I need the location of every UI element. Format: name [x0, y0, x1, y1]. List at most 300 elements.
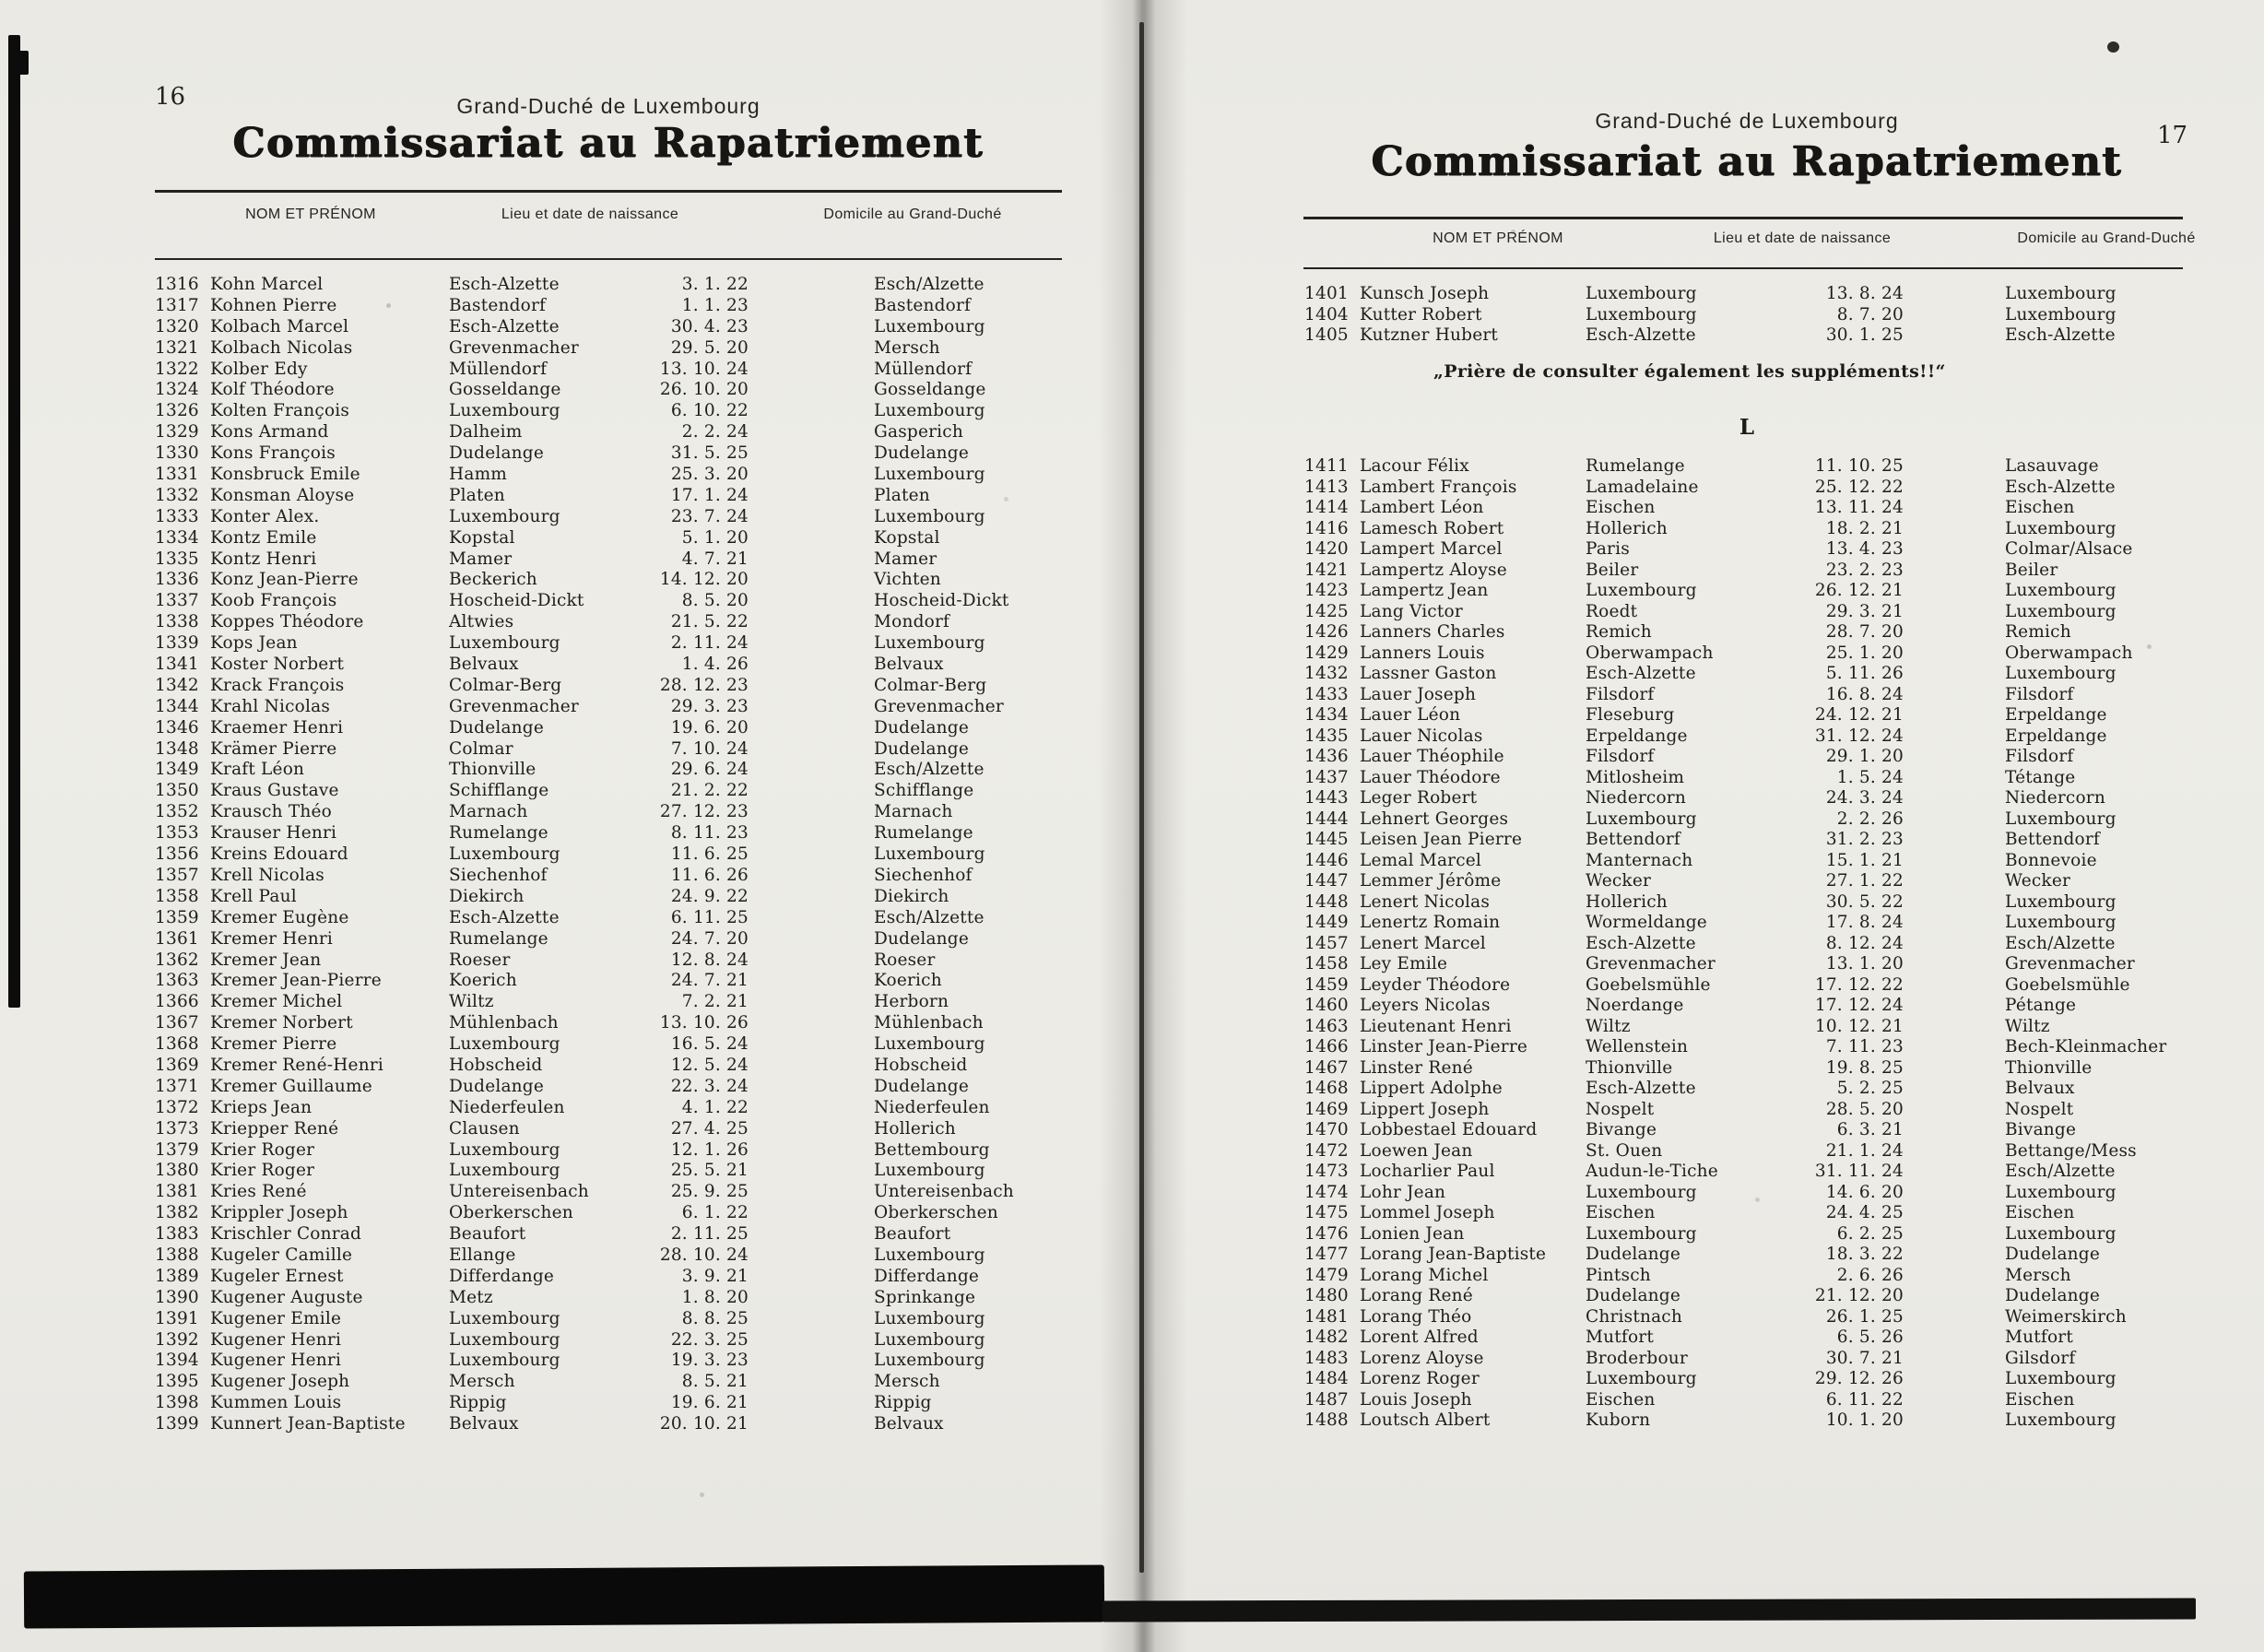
- row-number: 1460: [1304, 996, 1349, 1015]
- birthdate: 27. 1. 22: [1825, 871, 1904, 891]
- domicile: Bastendorf: [874, 295, 972, 315]
- row-number: 1411: [1304, 456, 1349, 476]
- birthplace: Niederfeulen: [449, 1097, 565, 1117]
- person-name: Lemal Marcel: [1360, 850, 1482, 870]
- birthdate: 25. 3. 20: [670, 465, 749, 485]
- domicile: Beaufort: [874, 1224, 951, 1245]
- person-name: Kugener Henri: [210, 1351, 342, 1371]
- row-number: 1405: [1304, 325, 1349, 345]
- table-row: [1300, 1037, 2194, 1058]
- person-name: Kontz Emile: [210, 527, 317, 548]
- person-name: Lieutenant Henri: [1360, 1016, 1512, 1036]
- table-row: [1300, 871, 2194, 892]
- table-row: [147, 422, 1069, 443]
- row-number: 1487: [1304, 1389, 1349, 1410]
- birthdate: 13. 11. 24: [1814, 498, 1904, 517]
- domicile: Platen: [874, 485, 930, 505]
- row-number: 1320: [155, 316, 199, 336]
- domicile: Dudelange: [874, 1076, 969, 1096]
- birthdate: 28. 10. 24: [659, 1245, 749, 1265]
- birthplace: Grevenmacher: [449, 337, 579, 358]
- row-number: 1373: [155, 1118, 199, 1139]
- table-row: [1300, 975, 2194, 997]
- birthdate: 12. 5. 24: [670, 1055, 749, 1075]
- birthdate: 8. 5. 20: [681, 591, 749, 611]
- row-number: 1448: [1304, 891, 1349, 912]
- birthdate: 13. 4. 23: [1825, 539, 1904, 559]
- page-right: [1300, 83, 2194, 1558]
- birthdate: 14. 12. 20: [659, 570, 749, 590]
- birthdate: 13. 10. 26: [659, 1013, 749, 1033]
- birthdate: 1. 1. 23: [681, 295, 749, 315]
- birthdate: 25. 5. 21: [670, 1161, 749, 1181]
- birthdate: 11. 6. 25: [670, 844, 749, 865]
- domicile: Roeser: [874, 950, 936, 970]
- person-name: Kremer Jean: [210, 950, 322, 970]
- person-name: Loewen Jean: [1360, 1140, 1473, 1161]
- book-gutter-line: [1139, 22, 1144, 1573]
- birthplace: Koerich: [449, 971, 517, 991]
- birthdate: 6. 5. 26: [1836, 1328, 1904, 1347]
- domicile: Luxembourg: [874, 506, 985, 526]
- table-body-right-top: [1300, 284, 2194, 347]
- person-name: Louis Joseph: [1360, 1389, 1472, 1410]
- row-number: 1368: [155, 1034, 199, 1055]
- table-row: [1300, 892, 2194, 914]
- country-header-right: Grand-Duché de Luxembourg: [1595, 109, 1899, 133]
- row-number: 1470: [1304, 1120, 1349, 1139]
- birthplace: Niedercorn: [1586, 788, 1686, 808]
- birthplace: Nospelt: [1586, 1099, 1655, 1119]
- person-name: Kraus Gustave: [210, 781, 339, 801]
- birthdate: 27. 12. 23: [659, 802, 749, 822]
- row-number: 1413: [1304, 477, 1349, 497]
- table-row: [147, 1034, 1069, 1056]
- birthplace: Luxembourg: [1586, 284, 1697, 303]
- row-number: 1379: [155, 1139, 199, 1160]
- row-number: 1480: [1304, 1286, 1349, 1305]
- birthdate: 5. 11. 26: [1825, 664, 1904, 683]
- person-name: Kremer Guillaume: [210, 1076, 372, 1096]
- birthplace: Fleseburg: [1586, 705, 1675, 725]
- birthdate: 6. 11. 25: [670, 907, 749, 927]
- row-number: 1359: [155, 907, 199, 927]
- row-number: 1332: [155, 485, 199, 505]
- birthplace: Mamer: [449, 549, 513, 569]
- person-name: Krack François: [210, 675, 345, 695]
- birthplace: Bettendorf: [1586, 830, 1680, 849]
- birthplace: Luxembourg: [449, 401, 560, 421]
- table-row: [147, 971, 1069, 992]
- birthdate: 29. 6. 24: [670, 760, 749, 780]
- domicile: Luxembourg: [2005, 518, 2117, 538]
- table-row: [1300, 1390, 2194, 1411]
- birthplace: Hollerich: [1586, 518, 1668, 538]
- birthdate: 19. 8. 25: [1825, 1057, 1904, 1078]
- table-row: [147, 866, 1069, 887]
- birthdate: 22. 3. 24: [670, 1076, 749, 1096]
- person-name: Leger Robert: [1360, 788, 1478, 808]
- birthplace: Colmar: [449, 738, 513, 759]
- birthdate: 3. 9. 21: [681, 1266, 749, 1286]
- domicile: Lasauvage: [2005, 456, 2099, 476]
- birthdate: 5. 2. 25: [1836, 1079, 1904, 1098]
- domicile: Grevenmacher: [2005, 954, 2135, 974]
- row-number: 1342: [155, 675, 199, 695]
- page-number-left: 16: [155, 83, 186, 111]
- birthplace: Roedt: [1586, 601, 1638, 621]
- birthdate: 17. 12. 22: [1814, 974, 1904, 995]
- domicile: Untereisenbach: [874, 1182, 1014, 1202]
- birthdate: 30. 1. 25: [1825, 325, 1904, 345]
- birthdate: 25. 9. 25: [670, 1182, 749, 1202]
- table-row: [147, 570, 1069, 591]
- table-row: [147, 549, 1069, 571]
- domicile: Müllendorf: [874, 359, 973, 379]
- table-row: [147, 929, 1069, 950]
- birthdate: 27. 4. 25: [670, 1118, 749, 1139]
- birthdate: 4. 1. 22: [681, 1097, 749, 1117]
- page-title-left: Commissariat au Rapatriement: [232, 120, 985, 167]
- row-number: 1331: [155, 465, 199, 485]
- birthplace: Esch-Alzette: [1586, 664, 1696, 683]
- birthplace: Rumelange: [449, 823, 548, 844]
- person-name: Kons Armand: [210, 422, 329, 442]
- supplements-notice: „Prière de consulter également les suppléments!!“: [1433, 361, 1946, 382]
- domicile: Colmar-Berg: [874, 675, 987, 695]
- person-name: Lassner Gaston: [1360, 664, 1497, 683]
- birthplace: Luxembourg: [1586, 1182, 1697, 1202]
- table-row: [1300, 913, 2194, 934]
- table-row: [147, 528, 1069, 549]
- person-name: Konsbruck Emile: [210, 465, 360, 485]
- table-row: [147, 1224, 1069, 1245]
- birthdate: 15. 1. 21: [1825, 850, 1904, 870]
- table-row: [147, 1056, 1069, 1077]
- birthplace: Dudelange: [1586, 1245, 1680, 1264]
- birthplace: Differdange: [449, 1266, 555, 1286]
- table-row: [1300, 498, 2194, 519]
- birthdate: 1. 5. 24: [1836, 767, 1904, 787]
- domicile: Gilsdorf: [2005, 1348, 2076, 1368]
- birthplace: Luxembourg: [449, 844, 560, 865]
- row-number: 1366: [155, 992, 199, 1012]
- person-name: Lambert François: [1360, 477, 1517, 497]
- domicile: Remich: [2005, 622, 2071, 642]
- person-name: Lauer Joseph: [1360, 684, 1477, 704]
- domicile: Luxembourg: [874, 465, 985, 485]
- domicile: Differdange: [874, 1266, 980, 1286]
- row-number: 1444: [1304, 808, 1349, 829]
- birthdate: 13. 8. 24: [1825, 284, 1904, 303]
- birthplace: Platen: [449, 485, 505, 505]
- birthdate: 30. 7. 21: [1825, 1348, 1904, 1368]
- row-number: 1324: [155, 380, 199, 400]
- person-name: Kriepper René: [210, 1118, 339, 1139]
- person-name: Lippert Joseph: [1360, 1099, 1490, 1119]
- person-name: Krahl Nicolas: [210, 696, 331, 716]
- domicile: Luxembourg: [874, 1308, 985, 1328]
- birthdate: 21. 5. 22: [670, 612, 749, 632]
- row-number: 1423: [1304, 581, 1349, 600]
- birthplace: Grevenmacher: [449, 696, 579, 716]
- person-name: Lenert Nicolas: [1360, 891, 1491, 912]
- table-row: [147, 486, 1069, 507]
- domicile: Luxembourg: [2005, 601, 2117, 621]
- birthplace: Luxembourg: [449, 1161, 560, 1181]
- birthdate: 6. 10. 22: [670, 401, 749, 421]
- row-number: 1479: [1304, 1265, 1349, 1285]
- birthplace: Bivange: [1586, 1120, 1657, 1139]
- table-row: [147, 1077, 1069, 1098]
- birthplace: Manternach: [1586, 850, 1693, 870]
- row-number: 1371: [155, 1076, 199, 1096]
- domicile: Rippig: [874, 1393, 932, 1413]
- birthplace: Luxembourg: [1586, 581, 1697, 600]
- table-row: [1300, 996, 2194, 1017]
- birthdate: 11. 10. 25: [1814, 456, 1904, 476]
- domicile: Esch/Alzette: [2005, 1162, 2116, 1181]
- birthplace: Broderbour: [1586, 1348, 1688, 1368]
- table-row: [1300, 1141, 2194, 1162]
- table-row: [147, 1372, 1069, 1393]
- domicile: Luxembourg: [2005, 284, 2117, 303]
- domicile: Mamer: [874, 549, 937, 569]
- domicile: Hoscheid-Dickt: [874, 591, 1009, 611]
- person-name: Koster Norbert: [210, 655, 345, 675]
- row-number: 1404: [1304, 304, 1349, 324]
- person-name: Kremer René-Henri: [210, 1055, 383, 1075]
- birthdate: 8. 11. 23: [670, 823, 749, 844]
- scan-artifact-bottom-band-left: [24, 1564, 1104, 1628]
- birthdate: 3. 1. 22: [681, 275, 749, 294]
- birthplace: Oberwampach: [1586, 643, 1714, 663]
- person-name: Kremer Henri: [210, 928, 333, 949]
- birthplace: Thionville: [1586, 1057, 1673, 1078]
- row-number: 1394: [155, 1351, 199, 1371]
- country-header-left: Grand-Duché de Luxembourg: [456, 94, 761, 118]
- birthplace: Luxembourg: [449, 1139, 560, 1160]
- birthplace: Mersch: [449, 1372, 515, 1392]
- birthdate: 25. 12. 22: [1814, 477, 1904, 497]
- row-number: 1433: [1304, 684, 1349, 704]
- birthplace: Dudelange: [449, 717, 544, 738]
- table-row: [147, 908, 1069, 929]
- domicile: Luxembourg: [874, 316, 985, 336]
- page-title-right: Commissariat au Rapatriement: [1371, 138, 2123, 185]
- birthdate: 21. 12. 20: [1814, 1286, 1904, 1305]
- birthdate: 2. 6. 26: [1836, 1265, 1904, 1285]
- domicile: Oberkerschen: [874, 1203, 998, 1223]
- row-number: 1436: [1304, 747, 1349, 766]
- table-row: [1300, 1307, 2194, 1328]
- table-row: [1300, 1203, 2194, 1224]
- domicile: Beiler: [2005, 560, 2058, 580]
- birthplace: St. Ouen: [1586, 1140, 1663, 1161]
- row-number: 1391: [155, 1308, 199, 1328]
- row-number: 1321: [155, 337, 199, 358]
- domicile: Eischen: [2005, 498, 2075, 517]
- row-number: 1445: [1304, 830, 1349, 849]
- birthdate: 23. 7. 24: [670, 506, 749, 526]
- birthplace: Schifflange: [449, 781, 549, 801]
- person-name: Konsman Aloyse: [210, 485, 355, 505]
- domicile: Pétange: [2005, 996, 2077, 1015]
- birthdate: 2. 2. 24: [681, 422, 749, 442]
- row-number: 1483: [1304, 1348, 1349, 1368]
- person-name: Leisen Jean Pierre: [1360, 830, 1523, 849]
- domicile: Mersch: [2005, 1265, 2071, 1285]
- row-number: 1474: [1304, 1182, 1349, 1202]
- row-number: 1390: [155, 1287, 199, 1307]
- row-number: 1338: [155, 612, 199, 632]
- birthplace: Mutfort: [1586, 1328, 1654, 1347]
- table-row: [1300, 1286, 2194, 1307]
- table-row: [147, 1330, 1069, 1351]
- birthdate: 10. 1. 20: [1825, 1410, 1904, 1430]
- table-row: [1300, 1079, 2194, 1100]
- domicile: Luxembourg: [874, 633, 985, 654]
- domicile: Koerich: [874, 971, 942, 991]
- birthdate: 12. 1. 26: [670, 1139, 749, 1160]
- table-body-left: [147, 275, 1069, 1435]
- person-name: Lanners Louis: [1360, 643, 1485, 663]
- row-number: 1468: [1304, 1079, 1349, 1098]
- table-row: [147, 360, 1069, 381]
- birthplace: Luxembourg: [449, 506, 560, 526]
- row-number: 1476: [1304, 1223, 1349, 1244]
- domicile: Dudelange: [2005, 1245, 2100, 1264]
- birthplace: Rumelange: [1586, 456, 1685, 476]
- domicile: Luxembourg: [874, 1351, 985, 1371]
- domicile: Luxembourg: [2005, 1410, 2117, 1430]
- domicile: Luxembourg: [874, 1329, 985, 1350]
- birthdate: 6. 2. 25: [1836, 1223, 1904, 1244]
- person-name: Kugeler Ernest: [210, 1266, 344, 1286]
- person-name: Koob François: [210, 591, 337, 611]
- row-number: 1329: [155, 422, 199, 442]
- birthdate: 31. 2. 23: [1825, 830, 1904, 849]
- birthdate: 6. 1. 22: [681, 1203, 749, 1223]
- birthplace: Esch-Alzette: [1586, 1079, 1696, 1098]
- domicile: Esch-Alzette: [2005, 477, 2116, 497]
- domicile: Tétange: [2005, 767, 2076, 787]
- birthplace: Colmar-Berg: [449, 675, 562, 695]
- birthplace: Lamadelaine: [1586, 477, 1699, 497]
- table-row: [1300, 830, 2194, 851]
- domicile: Hobscheid: [874, 1055, 968, 1075]
- person-name: Kugener Henri: [210, 1329, 342, 1350]
- row-number: 1420: [1304, 539, 1349, 559]
- row-number: 1372: [155, 1097, 199, 1117]
- birthdate: 8. 7. 20: [1836, 304, 1904, 324]
- table-row: [1300, 1183, 2194, 1204]
- row-number: 1388: [155, 1245, 199, 1265]
- row-number: 1367: [155, 1013, 199, 1033]
- table-rule-bottom-right: [1303, 267, 2183, 269]
- birthdate: 30. 4. 23: [670, 316, 749, 336]
- person-name: Kugener Joseph: [210, 1372, 350, 1392]
- table-row: [1300, 685, 2194, 706]
- row-number: 1362: [155, 950, 199, 970]
- section-letter: L: [1739, 415, 1755, 440]
- birthdate: 17. 12. 24: [1814, 996, 1904, 1015]
- row-number: 1421: [1304, 560, 1349, 580]
- birthdate: 2. 2. 26: [1836, 808, 1904, 829]
- row-number: 1341: [155, 655, 199, 675]
- row-number: 1457: [1304, 933, 1349, 953]
- birthplace: Ellange: [449, 1245, 516, 1265]
- row-number: 1399: [155, 1414, 199, 1434]
- birthplace: Pintsch: [1586, 1265, 1651, 1285]
- birthdate: 18. 3. 22: [1825, 1245, 1904, 1264]
- domicile: Dudelange: [2005, 1286, 2100, 1305]
- domicile: Kopstal: [874, 527, 940, 548]
- person-name: Kutzner Hubert: [1360, 325, 1499, 345]
- person-name: Lorang Théo: [1360, 1306, 1472, 1327]
- column-header-birth: Lieu et date de naissance: [501, 206, 679, 222]
- row-number: 1446: [1304, 850, 1349, 870]
- person-name: Kraft Léon: [210, 760, 305, 780]
- birthplace: Luxembourg: [449, 633, 560, 654]
- birthplace: Esch-Alzette: [1586, 325, 1696, 345]
- birthplace: Luxembourg: [1586, 1223, 1697, 1244]
- table-row: [147, 633, 1069, 655]
- domicile: Marnach: [874, 802, 953, 822]
- birthplace: Luxembourg: [1586, 1369, 1697, 1388]
- birthplace: Mitlosheim: [1586, 767, 1685, 787]
- birthplace: Luxembourg: [1586, 304, 1697, 324]
- table-row: [1300, 747, 2194, 768]
- person-name: Lippert Adolphe: [1360, 1079, 1503, 1098]
- birthdate: 1. 4. 26: [681, 655, 749, 675]
- birthplace: Rumelange: [449, 928, 548, 949]
- photocopy-specks: [0, 0, 3, 3]
- birthdate: 24. 7. 21: [670, 971, 749, 991]
- row-number: 1429: [1304, 643, 1349, 663]
- birthplace: Dalheim: [449, 422, 523, 442]
- row-number: 1401: [1304, 284, 1349, 303]
- row-number: 1437: [1304, 767, 1349, 787]
- table-row: [147, 1013, 1069, 1034]
- birthdate: 21. 2. 22: [670, 781, 749, 801]
- domicile: Mondorf: [874, 612, 950, 632]
- table-row: [147, 718, 1069, 739]
- person-name: Lauer Nicolas: [1360, 726, 1483, 746]
- domicile: Luxembourg: [874, 1161, 985, 1181]
- row-number: 1353: [155, 823, 199, 844]
- birthplace: Dudelange: [449, 443, 544, 464]
- person-name: Krämer Pierre: [210, 738, 337, 759]
- column-header-domicile: Domicile au Grand-Duché: [2017, 230, 2196, 246]
- birthdate: 29. 3. 23: [670, 696, 749, 716]
- person-name: Krauser Henri: [210, 823, 337, 844]
- birthplace: Roeser: [449, 950, 511, 970]
- table-row: [1300, 1349, 2194, 1370]
- row-number: 1467: [1304, 1057, 1349, 1078]
- table-row: [147, 802, 1069, 823]
- birthplace: Clausen: [449, 1118, 520, 1139]
- row-number: 1339: [155, 633, 199, 654]
- domicile: Luxembourg: [2005, 1182, 2117, 1202]
- birthdate: 14. 6. 20: [1825, 1182, 1904, 1202]
- row-number: 1425: [1304, 601, 1349, 621]
- domicile: Colmar/Alsace: [2005, 539, 2133, 559]
- person-name: Kraemer Henri: [210, 717, 344, 738]
- person-name: Lauer Théodore: [1360, 767, 1501, 787]
- birthplace: Mühlenbach: [449, 1013, 559, 1033]
- row-number: 1466: [1304, 1037, 1349, 1056]
